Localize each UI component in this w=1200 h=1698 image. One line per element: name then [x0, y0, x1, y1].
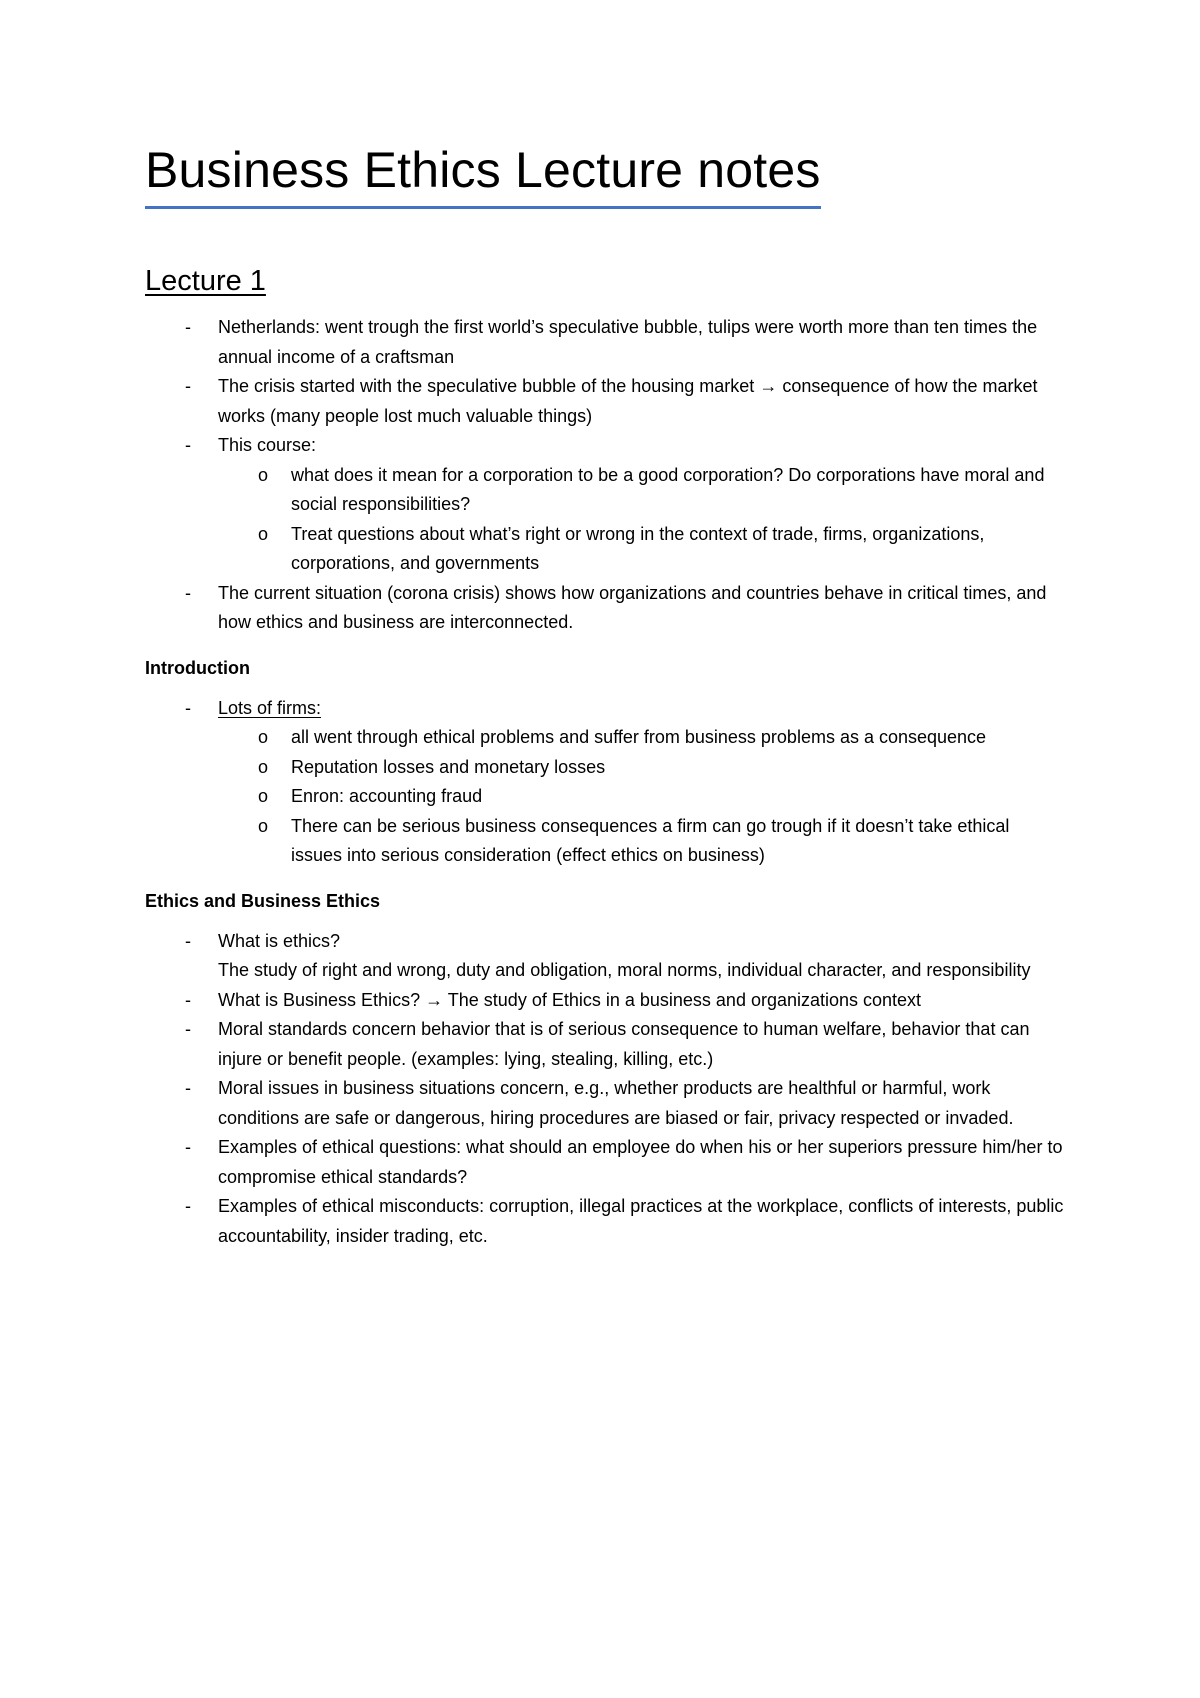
course-sub-list [218, 461, 1065, 579]
sub-list-item [218, 461, 1065, 520]
arrow-icon: → [425, 989, 444, 1010]
ethics-section-heading: Ethics and Business Ethics [145, 890, 381, 911]
list-item [145, 1074, 1065, 1133]
list-item [145, 431, 1065, 579]
bullet-marker: o [258, 815, 269, 836]
list-item [145, 1015, 1065, 1074]
dash-marker: - [185, 1196, 191, 1216]
dash-marker: - [185, 317, 191, 337]
sub-list-item [218, 753, 1065, 783]
ethics-list [145, 927, 1065, 1252]
dash-marker: - [185, 435, 191, 455]
bullet-marker: o [258, 464, 269, 485]
lecture-heading: Lecture 1 [145, 265, 266, 297]
business-ethics-definition: The study of Ethics in a business and organizations context [447, 989, 922, 1010]
sub-list-item [218, 520, 1065, 579]
list-item-text: Examples of ethical questions: what should an employee do when his or her superiors pressure him/her to compromise ethical standards? [218, 1137, 1063, 1187]
dash-marker: - [185, 1078, 191, 1098]
lecture1-list [145, 313, 1065, 638]
sub-list-item-text: There can be serious business consequences a firm can go trough if it doesn’t take ethical issues into serious consideration (effect ethics on business) [291, 815, 1010, 865]
list-item-text: The crisis started with the speculative bubble of the housing market [218, 376, 755, 396]
sub-list-item [218, 782, 1065, 812]
dash-marker: - [185, 376, 191, 396]
introduction-heading: Introduction [145, 657, 250, 678]
list-item-text: Examples of ethical misconducts: corruption, illegal practices at the workplace, conflicts of interests, public accountability, insider trading, etc. [218, 1196, 1064, 1246]
bullet-marker: o [258, 523, 269, 544]
dash-marker: - [185, 1019, 191, 1039]
list-item [145, 927, 1065, 986]
bullet-marker: o [258, 786, 269, 806]
sub-list-item-text: Treat questions about what’s right or wrong in the context of trade, firms, organizations, corporations, and governments [291, 523, 985, 573]
dash-marker: - [185, 989, 191, 1010]
bullet-marker: o [258, 727, 269, 747]
list-item [145, 1133, 1065, 1192]
list-item [145, 313, 1065, 372]
dash-marker: - [185, 697, 191, 718]
introduction-sub-list [218, 723, 1065, 871]
arrow-icon: → [759, 376, 778, 396]
list-item [145, 372, 1065, 431]
list-item-text: The current situation (corona crisis) shows how organizations and countries behave in critical times, and how ethics and business are interconnected. [218, 582, 1047, 632]
bullet-marker: o [258, 756, 269, 777]
ethics-definition: The study of right and wrong, duty and obligation, moral norms, individual character, and responsibility [218, 960, 1031, 980]
list-item-text: consequence of how the market works (many people lost much valuable things) [218, 376, 1038, 426]
list-item-text: What is ethics? [218, 930, 341, 951]
sub-list-item [218, 723, 1065, 753]
list-item [145, 986, 1065, 1016]
sub-list-item-text: Enron: accounting fraud [291, 786, 483, 806]
dash-marker: - [185, 930, 191, 951]
dash-marker: - [185, 1137, 191, 1157]
document-title: Business Ethics Lecture notes [145, 140, 821, 209]
sub-list-item-text: all went through ethical problems and suffer from business problems as a consequence [291, 727, 987, 747]
dash-marker: - [185, 582, 191, 603]
list-item-text: What is Business Ethics? [218, 989, 421, 1010]
document-body [145, 140, 1065, 1251]
list-item [145, 1192, 1065, 1251]
list-item-text: Moral issues in business situations concern, e.g., whether products are healthful or harmful, work conditions are safe or dangerous, hiring procedures are biased or fair, privacy respected or invaded. [218, 1078, 1014, 1128]
list-item-text: This course: [218, 435, 317, 455]
list-item [145, 694, 1065, 871]
sub-list-item [218, 812, 1065, 871]
introduction-list [145, 694, 1065, 871]
sub-list-item-text: Reputation losses and monetary losses [291, 756, 606, 777]
list-item-text: Lots of firms: [218, 697, 322, 718]
list-item [145, 579, 1065, 638]
list-item-text: Netherlands: went trough the first world’s speculative bubble, tulips were worth more than ten times the annual income of a craftsman [218, 317, 1038, 367]
sub-list-item-text: what does it mean for a corporation to be a good corporation? Do corporations have moral and social responsibilities? [291, 464, 1045, 514]
list-item-text: Moral standards concern behavior that is of serious consequence to human welfare, behavior that can injure or benefit people. (examples: lying, stealing, killing, etc.) [218, 1019, 1030, 1069]
